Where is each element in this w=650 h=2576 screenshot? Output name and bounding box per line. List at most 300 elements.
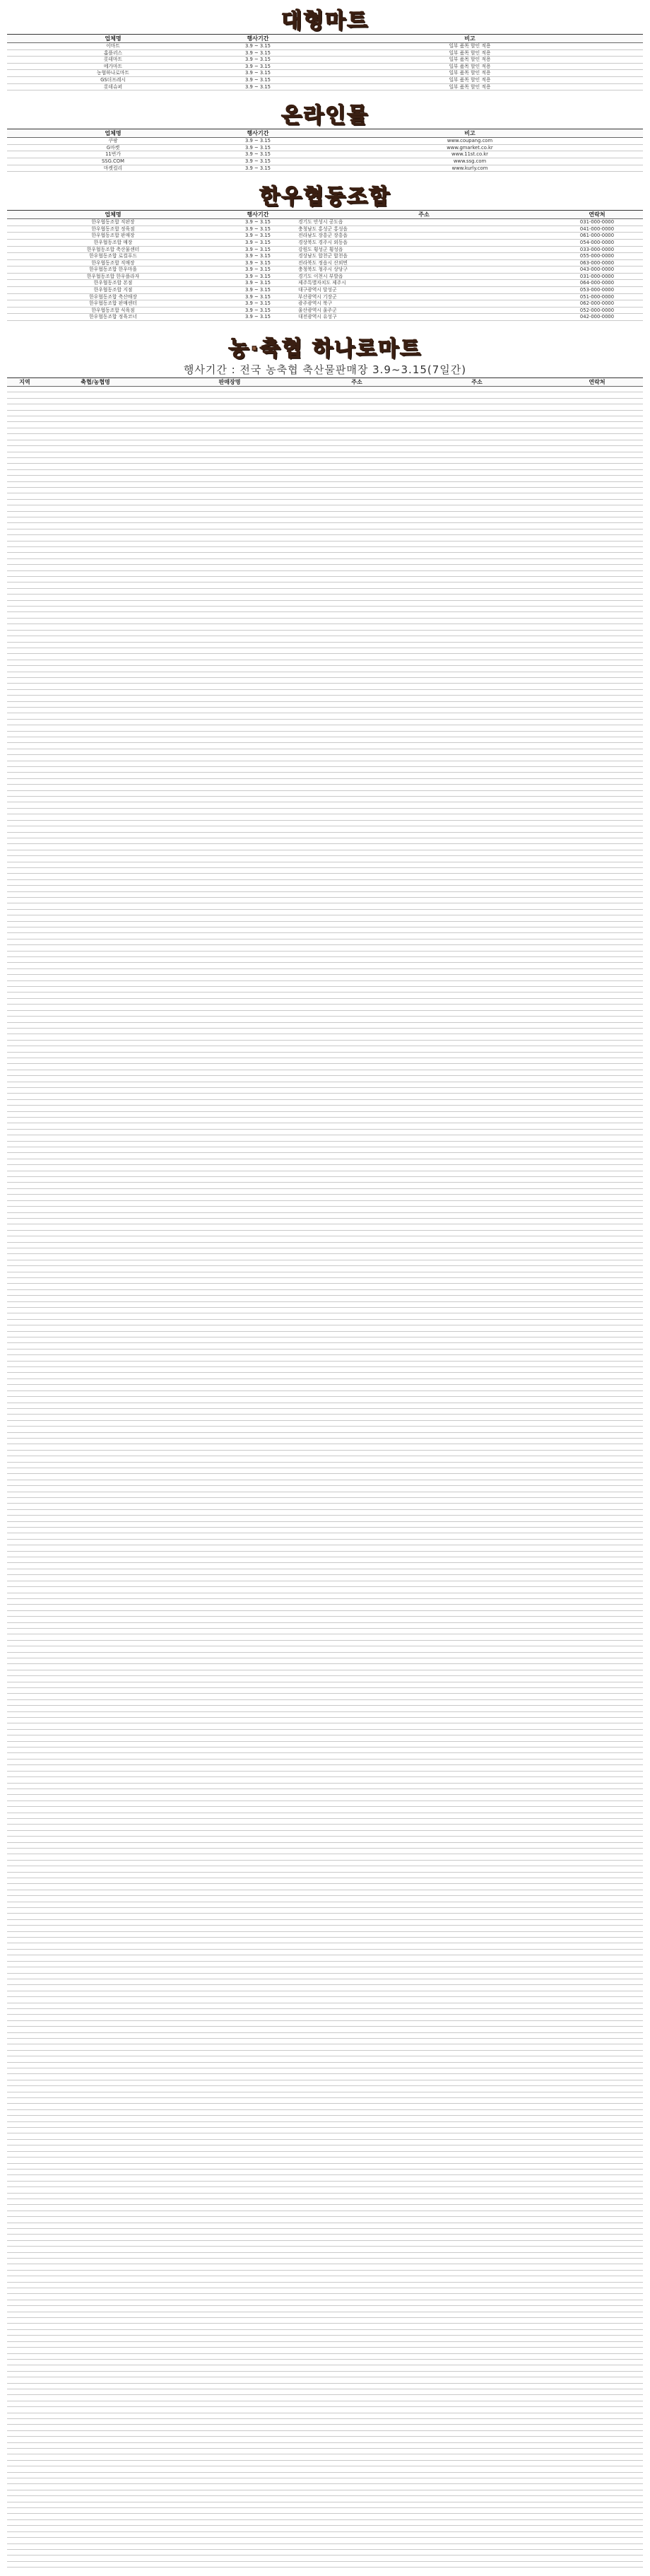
table-cell [311, 1147, 403, 1153]
table-cell [403, 874, 551, 879]
table-cell [403, 1528, 551, 1533]
table-row [7, 957, 643, 963]
table-cell [42, 713, 148, 719]
table-cell [42, 511, 148, 517]
table-cell [7, 1165, 42, 1171]
table-row [7, 1492, 643, 1497]
table-row [7, 1652, 643, 1658]
table-cell [7, 1052, 42, 1058]
table-cell [551, 511, 643, 517]
table-cell [403, 469, 551, 475]
table-cell [42, 856, 148, 862]
table-cell [7, 1694, 42, 1699]
table-row [7, 1094, 643, 1099]
table-cell [551, 2526, 643, 2531]
table-cell [403, 1242, 551, 1248]
table-cell [403, 588, 551, 594]
table-cell [42, 820, 148, 826]
table-cell [551, 392, 643, 398]
table-cell [148, 1504, 311, 1509]
table-cell [311, 1385, 403, 1391]
table-cell [551, 1313, 643, 1319]
table-cell [311, 1640, 403, 1646]
table-cell [7, 404, 42, 410]
table-cell [7, 2247, 42, 2252]
table-cell [403, 1729, 551, 1735]
table-cell [403, 1694, 551, 1699]
table-cell [7, 1949, 42, 1955]
table-cell [551, 1961, 643, 1967]
table-cell [42, 1979, 148, 1984]
table-cell [148, 2514, 311, 2519]
table-cell [42, 1747, 148, 1753]
table-cell [403, 677, 551, 683]
table-cell [403, 1040, 551, 1046]
table-cell [42, 1682, 148, 1687]
table-row [7, 253, 643, 260]
table-cell [551, 1195, 643, 1200]
table-cell [403, 1408, 551, 1414]
table-cell [311, 2549, 403, 2555]
table-cell [148, 1195, 311, 1200]
table-cell [42, 2531, 148, 2537]
table-cell [42, 921, 148, 927]
table-cell [403, 2223, 551, 2228]
table-cell [551, 2086, 643, 2092]
table-cell [311, 2062, 403, 2068]
table-cell [311, 1991, 403, 1996]
table-cell [403, 797, 551, 802]
table-cell [551, 558, 643, 564]
table-cell [7, 1284, 42, 1289]
table-cell [42, 1902, 148, 1907]
table-row [7, 2217, 643, 2223]
table-cell [403, 558, 551, 564]
table-cell: 일부 품목 할인 적용 [297, 43, 643, 50]
table-row [7, 2466, 643, 2472]
table-cell [7, 1427, 42, 1432]
table-cell [7, 808, 42, 814]
table-cell [551, 1254, 643, 1260]
table-cell [148, 1034, 311, 1040]
table-cell [148, 588, 311, 594]
table-cell [7, 1082, 42, 1087]
table-cell [311, 392, 403, 398]
table-cell [148, 452, 311, 457]
table-cell [148, 1807, 311, 1813]
table-cell [42, 1504, 148, 1509]
table-cell [7, 1866, 42, 1872]
table-cell [7, 1569, 42, 1574]
table-row [7, 654, 643, 660]
table-cell [551, 2401, 643, 2406]
table-cell [403, 1444, 551, 1450]
table-cell [7, 1272, 42, 1277]
table-row [7, 874, 643, 879]
table-cell [403, 457, 551, 463]
table-cell [148, 1842, 311, 1848]
table-cell [7, 903, 42, 909]
table-cell [403, 1818, 551, 1824]
table-cell [311, 547, 403, 553]
table-row [7, 844, 643, 850]
table-cell: 11번가 [7, 151, 219, 158]
table-cell [403, 802, 551, 808]
table-cell [551, 672, 643, 677]
table-cell [403, 2300, 551, 2305]
table-cell [7, 867, 42, 873]
table-cell [403, 1301, 551, 1307]
table-cell [7, 1884, 42, 1890]
table-cell [42, 826, 148, 832]
table-cell [7, 2502, 42, 2507]
table-cell [403, 1896, 551, 1902]
table-cell [148, 1866, 311, 1872]
table-cell [7, 1598, 42, 1604]
table-cell [148, 790, 311, 796]
table-cell [551, 2377, 643, 2383]
table-row [7, 481, 643, 487]
table-row [7, 2015, 643, 2020]
table-cell [311, 743, 403, 749]
table-cell [148, 921, 311, 927]
table-cell [148, 2508, 311, 2514]
table-cell [148, 1373, 311, 1378]
table-cell [551, 440, 643, 445]
table-cell [403, 1872, 551, 1878]
table-cell [311, 387, 403, 392]
table-cell [403, 2259, 551, 2264]
table-cell [311, 1224, 403, 1230]
table-cell [403, 767, 551, 773]
table-cell [42, 1598, 148, 1604]
table-row [7, 523, 643, 529]
table-row [7, 1854, 643, 1860]
table-cell [148, 1040, 311, 1046]
table-cell [311, 2472, 403, 2478]
table-cell [311, 2348, 403, 2353]
table-cell [148, 553, 311, 558]
table-cell [403, 1367, 551, 1373]
table-cell [42, 1183, 148, 1188]
table-cell [42, 968, 148, 974]
table-cell [42, 1391, 148, 1396]
table-cell [311, 1533, 403, 1539]
table-cell [311, 1878, 403, 1884]
table-cell [7, 1973, 42, 1979]
table-cell [7, 737, 42, 743]
table-cell [551, 915, 643, 921]
table-row [7, 398, 643, 404]
table-cell [551, 2425, 643, 2430]
table-row [7, 1729, 643, 1735]
table-cell [7, 1308, 42, 1313]
table-row [7, 2128, 643, 2133]
table-row [7, 469, 643, 475]
table-cell [551, 1706, 643, 1711]
table-cell [311, 2217, 403, 2223]
table-cell [311, 2401, 403, 2406]
table-cell [7, 1188, 42, 1194]
table-cell [7, 1099, 42, 1105]
table-cell [7, 689, 42, 695]
table-cell [148, 2151, 311, 2157]
table-row [7, 144, 643, 151]
table-cell [403, 1308, 551, 1313]
table-cell [403, 2044, 551, 2050]
table-cell [551, 2056, 643, 2062]
table-cell [311, 2407, 403, 2413]
mart-table [7, 34, 643, 90]
table-cell [551, 707, 643, 713]
table-row [7, 856, 643, 862]
table-cell [42, 1973, 148, 1979]
table-cell [148, 1646, 311, 1652]
table-cell [311, 1420, 403, 1426]
table-cell [148, 1593, 311, 1598]
table-cell [551, 1771, 643, 1776]
table-cell [148, 476, 311, 481]
table-cell [148, 945, 311, 951]
table-cell [42, 2015, 148, 2020]
table-cell [403, 713, 551, 719]
table-cell [551, 2466, 643, 2472]
table-cell [7, 600, 42, 606]
table-cell [311, 535, 403, 541]
table-cell [7, 2496, 42, 2502]
table-cell [148, 1260, 311, 1265]
table-cell [551, 1949, 643, 1955]
table-cell [148, 1699, 311, 1705]
table-cell [551, 1331, 643, 1337]
table-cell [551, 2306, 643, 2312]
table-row [7, 1818, 643, 1824]
table-row [7, 1218, 643, 1224]
table-cell [42, 2318, 148, 2324]
table-row [7, 2407, 643, 2413]
table-cell [403, 2050, 551, 2056]
table-cell [311, 446, 403, 452]
table-row [7, 1504, 643, 1509]
table-cell: 042-000-0000 [551, 314, 643, 321]
table-cell [42, 1575, 148, 1581]
table-cell [148, 2228, 311, 2234]
table-cell [42, 719, 148, 725]
table-cell [403, 2015, 551, 2020]
table-row [7, 440, 643, 445]
table-cell [311, 773, 403, 778]
table-cell [403, 1159, 551, 1164]
table-cell [403, 1581, 551, 1586]
table-cell [311, 2145, 403, 2151]
table-row [7, 1373, 643, 1378]
table-cell [42, 2401, 148, 2406]
table-cell [42, 410, 148, 416]
table-cell [403, 582, 551, 588]
table-cell [551, 2478, 643, 2484]
table-row [7, 1403, 643, 1408]
table-cell [551, 1432, 643, 1438]
table-cell [403, 1902, 551, 1907]
table-cell [7, 980, 42, 986]
table-cell [403, 1949, 551, 1955]
table-cell [148, 1753, 311, 1759]
table-cell [403, 1218, 551, 1224]
table-cell [311, 2312, 403, 2317]
table-cell [551, 2460, 643, 2466]
table-cell [403, 624, 551, 630]
table-cell [148, 1403, 311, 1408]
table-row [7, 1961, 643, 1967]
table-cell [403, 2294, 551, 2300]
table-cell [42, 1587, 148, 1593]
table-cell: 3.9 ~ 3.15 [219, 280, 297, 287]
table-cell [311, 701, 403, 707]
table-cell [148, 957, 311, 963]
table-cell [311, 1628, 403, 1634]
table-cell [42, 2294, 148, 2300]
table-cell [311, 1028, 403, 1034]
table-cell [311, 1569, 403, 1574]
table-cell [42, 2519, 148, 2525]
table-cell [551, 1521, 643, 1527]
table-cell [311, 802, 403, 808]
table-cell [42, 2407, 148, 2413]
table-cell [311, 2187, 403, 2193]
table-row [7, 511, 643, 517]
table-cell [311, 1777, 403, 1783]
table-cell [311, 1022, 403, 1028]
table-cell [42, 612, 148, 618]
table-cell [551, 725, 643, 731]
table-cell [7, 1516, 42, 1521]
table-row [7, 2484, 643, 2490]
table-cell [42, 1349, 148, 1354]
table-cell [42, 2092, 148, 2097]
table-cell [403, 505, 551, 511]
table-cell [551, 1848, 643, 1854]
table-row [7, 446, 643, 452]
table-row [7, 951, 643, 956]
table-cell [42, 1319, 148, 1325]
table-cell [42, 2062, 148, 2068]
table-cell [148, 1919, 311, 1925]
table-row [7, 2158, 643, 2163]
table-cell [7, 588, 42, 594]
table-cell [7, 790, 42, 796]
table-cell [148, 2430, 311, 2436]
table-cell: 롯데마트 [7, 57, 219, 64]
table-cell [148, 1277, 311, 1283]
table-cell [148, 1860, 311, 1866]
table-cell [7, 1034, 42, 1040]
table-cell [42, 1664, 148, 1670]
table-cell [311, 2442, 403, 2448]
table-cell [311, 2341, 403, 2347]
table-cell [551, 499, 643, 505]
table-cell [311, 1456, 403, 1462]
table-cell [42, 2217, 148, 2223]
table-cell [148, 1343, 311, 1349]
table-cell [311, 1118, 403, 1123]
table-cell [7, 2008, 42, 2014]
table-cell [551, 862, 643, 867]
table-cell [551, 1682, 643, 1687]
table-cell [403, 2383, 551, 2389]
table-cell: 3.9 ~ 3.15 [219, 158, 297, 165]
table-cell [7, 1480, 42, 1485]
table-cell [551, 1735, 643, 1741]
table-cell [551, 1747, 643, 1753]
table-cell [311, 1902, 403, 1907]
table-cell [148, 1099, 311, 1105]
table-row [7, 1284, 643, 1289]
table-cell [7, 1301, 42, 1307]
table-row [7, 808, 643, 814]
table-cell [7, 1296, 42, 1301]
table-cell [551, 2193, 643, 2199]
table-row [7, 226, 643, 233]
table-cell [311, 666, 403, 672]
table-cell [7, 2276, 42, 2282]
table-cell [311, 2555, 403, 2561]
table-row [7, 993, 643, 998]
table-cell [311, 2098, 403, 2104]
table-cell [42, 1052, 148, 1058]
table-cell [7, 1622, 42, 1628]
table-cell [148, 2068, 311, 2074]
table-cell [551, 624, 643, 630]
table-cell [148, 1200, 311, 1206]
table-cell [7, 1325, 42, 1331]
table-cell [311, 2543, 403, 2549]
table-cell [403, 963, 551, 968]
table-row [7, 2538, 643, 2543]
table-cell [42, 1337, 148, 1343]
table-cell [551, 553, 643, 558]
table-cell [42, 993, 148, 998]
table-cell [551, 2163, 643, 2169]
table-cell [7, 844, 42, 850]
table-row [7, 2109, 643, 2115]
table-cell [311, 523, 403, 529]
table-cell [7, 2531, 42, 2537]
table-cell [42, 1118, 148, 1123]
table-cell [551, 1289, 643, 1295]
table-cell [311, 1010, 403, 1016]
table-row [7, 1670, 643, 1675]
table-cell [311, 440, 403, 445]
table-cell [7, 1111, 42, 1117]
table-row [7, 541, 643, 546]
table-cell [148, 1296, 311, 1301]
table-cell [42, 1551, 148, 1557]
table-cell [42, 867, 148, 873]
table-cell [148, 523, 311, 529]
table-row [7, 773, 643, 778]
table-cell [7, 879, 42, 885]
table-cell [148, 2074, 311, 2080]
table-cell [403, 1450, 551, 1456]
table-cell [148, 2341, 311, 2347]
table-cell [7, 2377, 42, 2383]
table-cell [148, 1254, 311, 1260]
table-cell [7, 1343, 42, 1349]
table-cell [403, 2519, 551, 2525]
table-cell [42, 1236, 148, 1242]
table-cell [42, 499, 148, 505]
table-cell [148, 541, 311, 546]
